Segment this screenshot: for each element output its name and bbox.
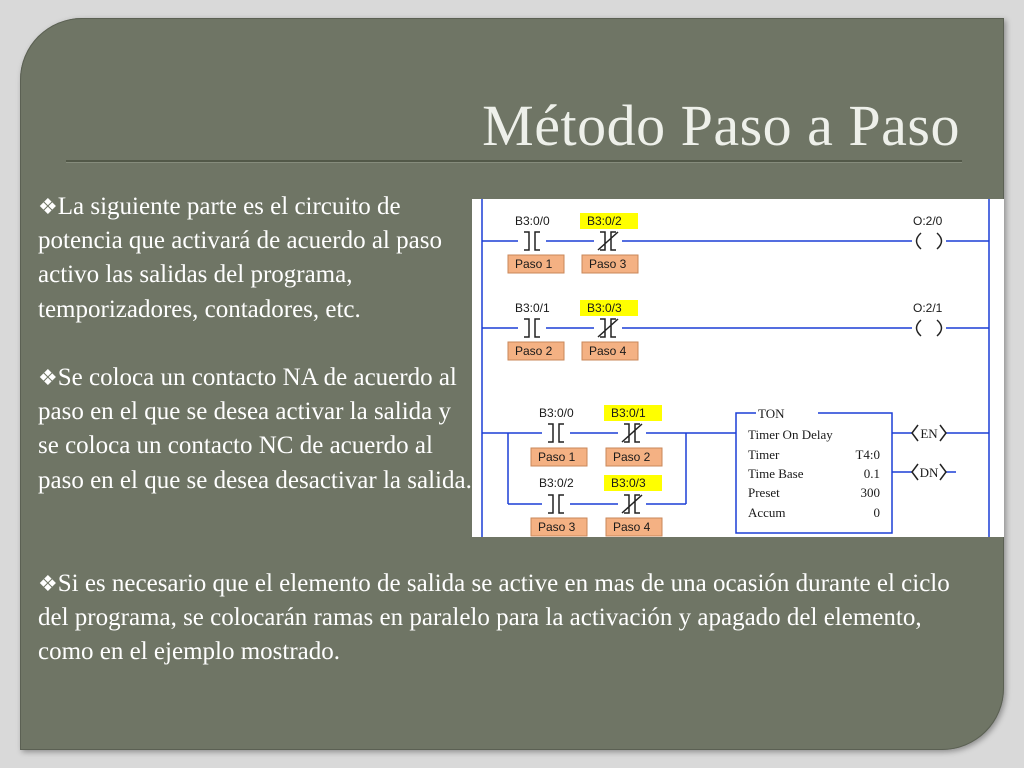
- bullet-1-text: La siguiente parte es el circuito de potencia que activará de acuerdo al paso activo las salidas del programa, temporizadores, contadores, etc.: [38, 193, 442, 323]
- rung1-no-step: Paso 1: [515, 257, 553, 271]
- slide-title: Método Paso a Paso: [482, 93, 960, 158]
- bullet-3-text: Si es necesario que el elemento de salida se active en mas de una ocasión durante el ciclo del programa, se colocarán ramas en paralelo para la activación y apagado del elemento, como en el ejemplo mostrado.: [38, 570, 950, 666]
- rung1-nc-step: Paso 3: [589, 257, 627, 271]
- rung3-b2-no-address: B3:0/2: [539, 476, 574, 490]
- bullet-1: [38, 190, 478, 327]
- rung3-b1-no-step: Paso 1: [538, 450, 576, 464]
- title-divider: [66, 160, 962, 163]
- timer-row-value: T4:0: [855, 447, 880, 462]
- rung1-output-address: O:2/0: [913, 214, 943, 228]
- rung3-b2-nc-address: B3:0/3: [611, 476, 646, 490]
- rung3-b1-nc-address: B3:0/1: [611, 406, 646, 420]
- timer-row-label: Timer: [748, 447, 780, 462]
- bullet-2: [38, 361, 478, 498]
- bullet-3: [38, 567, 978, 670]
- output-coil-icon: [917, 233, 942, 249]
- timer-row-label: Time Base: [748, 466, 804, 481]
- no-contact-icon: [542, 495, 570, 513]
- nc-contact-icon: [618, 495, 646, 513]
- diamond-bullet-icon: ❖: [38, 194, 58, 219]
- rung-2: [482, 300, 989, 360]
- output-coil-icon: [917, 320, 942, 336]
- rung3-b2-no-step: Paso 3: [538, 520, 576, 534]
- timer-header: TON: [758, 406, 785, 421]
- nc-contact-icon: [594, 319, 622, 337]
- bullet-2-text: Se coloca un contacto NA de acuerdo al paso en el que se desea activar la salida y se coloca un contacto NC de acuerdo al paso en el que se desea desactivar la salida.: [38, 364, 472, 494]
- diamond-bullet-icon: ❖: [38, 365, 58, 390]
- diamond-bullet-icon: ❖: [38, 571, 58, 596]
- nc-contact-icon: [618, 424, 646, 442]
- rung2-nc-address: B3:0/3: [587, 301, 622, 315]
- timer-name: Timer On Delay: [748, 427, 833, 442]
- no-contact-icon: [542, 424, 570, 442]
- timer-row-label: Accum: [748, 505, 786, 520]
- en-label: EN: [920, 426, 938, 441]
- timer-row-value: 0.1: [863, 466, 880, 481]
- nc-contact-icon: [594, 232, 622, 250]
- rung3-b1-no-address: B3:0/0: [539, 406, 574, 420]
- timer-row-value: 300: [860, 485, 880, 500]
- ladder-svg: [472, 199, 1004, 537]
- rung3-b1-nc-step: Paso 2: [613, 450, 651, 464]
- rung1-no-address: B3:0/0: [515, 214, 550, 228]
- ladder-diagram: [472, 199, 1004, 537]
- rung2-no-address: B3:0/1: [515, 301, 550, 315]
- dn-label: DN: [919, 465, 939, 480]
- slide: [20, 18, 1004, 750]
- rung2-nc-step: Paso 4: [589, 344, 627, 358]
- rung3-b2-nc-step: Paso 4: [613, 520, 651, 534]
- rung2-output-address: O:2/1: [913, 301, 943, 315]
- timer-row-label: Preset: [748, 485, 780, 500]
- en-coil-icon: [912, 425, 946, 441]
- rung-1: [482, 213, 989, 273]
- no-contact-icon: [518, 232, 546, 250]
- no-contact-icon: [518, 319, 546, 337]
- rung-3: [482, 405, 989, 536]
- timer-row-value: 0: [873, 505, 880, 520]
- rung1-nc-address: B3:0/2: [587, 214, 622, 228]
- dn-coil-icon: [912, 464, 946, 480]
- timer-block: [736, 406, 892, 533]
- rung2-no-step: Paso 2: [515, 344, 553, 358]
